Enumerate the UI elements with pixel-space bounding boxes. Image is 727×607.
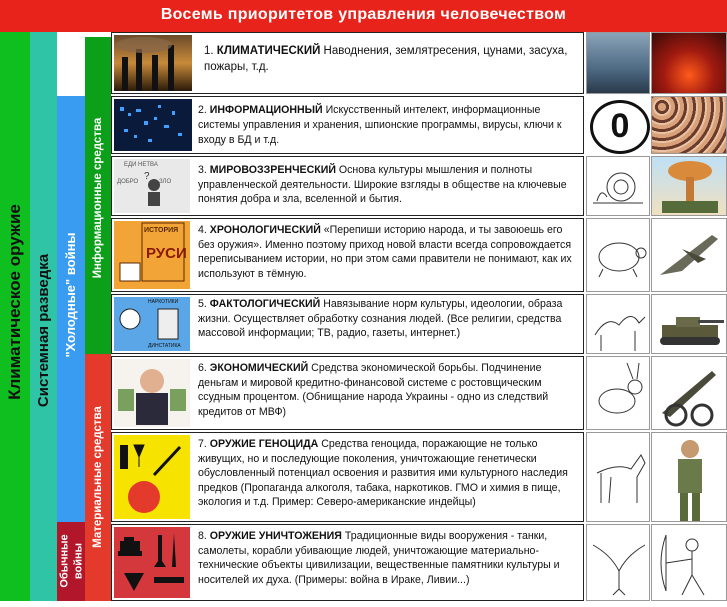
row-2-text xyxy=(198,103,581,148)
row-4-name: ХРОНОЛОГИЧЕСКИЙ xyxy=(209,224,321,236)
info-means-label: Информационные средства xyxy=(92,117,104,279)
row-3-name: МИРОВОЗЗРЕНЧЕСКИЙ xyxy=(209,164,336,176)
conventional-wars-label: Обычные войны xyxy=(58,534,85,588)
worldview-icon-label-b: ДОБРО xyxy=(117,179,139,185)
history-book-icon xyxy=(114,221,190,289)
eagle-sketch-image xyxy=(586,524,650,601)
row-5-desc: Навязывание норм культуры, идеологии, образа жизни. Осуществляет обработку сознания людей. (Все религии, средства массовой информации; ТВ, радио, газеты, интернет.) xyxy=(198,298,563,339)
archer-sketch-image xyxy=(651,524,727,601)
crowd-image xyxy=(651,96,727,154)
row-5-num: 5. xyxy=(198,298,207,310)
horse-sketch-image xyxy=(586,432,650,522)
row-economic xyxy=(111,356,584,430)
row-5-text xyxy=(198,297,581,341)
tank-image xyxy=(651,294,727,354)
row-3-text xyxy=(198,163,581,207)
row-8-name: ОРУЖИЕ УНИЧТОЖЕНИЯ xyxy=(209,530,342,542)
material-means-column xyxy=(85,354,111,601)
soldier-image xyxy=(651,432,727,522)
cold-wars-top-strip xyxy=(57,32,85,96)
cold-wars-column xyxy=(57,96,85,522)
row-6-desc: Средства экономической борьбы. Подчинение деньгам и мировой кредитно-финансовой системе с ростовщическим ссудным процентом. (Обнищание народа Украины - одно из следствий кредитов от МВФ) xyxy=(198,362,549,418)
camel-sketch-image xyxy=(586,294,650,354)
system-intel-label: Системная разведка xyxy=(35,253,52,408)
climate-weapon-column xyxy=(0,32,30,601)
row-factological xyxy=(111,294,584,354)
ideology-icon-label-a: НАРКОТИКИ xyxy=(148,299,179,305)
volcano-image xyxy=(651,32,727,94)
cold-wars-label: "Холодные" войны xyxy=(63,232,78,358)
row-3-num: 3. xyxy=(198,164,207,176)
weapons-icon xyxy=(114,527,190,598)
snail-sketch-image xyxy=(586,156,650,216)
row-6-name: ЭКОНОМИЧЕСКИЙ xyxy=(209,362,309,374)
row-1-text xyxy=(204,43,579,75)
row-6-num: 6. xyxy=(198,362,207,374)
page-title: Восемь приоритетов управления человечеством xyxy=(0,0,727,32)
zero-symbol: 0 xyxy=(590,100,650,154)
row-destruction xyxy=(111,524,584,601)
row-8-desc: Традиционные виды вооружения - танки, самолеты, корабли убивающие людей, уничтожающие материально-технические объекты цивилизации, вещественные памятники культуры и носителей их духа. (Примеры: война в Ираке, Ливии...) xyxy=(198,530,560,586)
genocide-icon xyxy=(114,435,190,519)
row-2-num: 2. xyxy=(198,104,207,116)
ideology-icon-label-b: ДИНСТАТИКА xyxy=(148,343,181,349)
history-book-label-a: ИСТОРИЯ xyxy=(144,227,179,234)
row-1-num: 1. xyxy=(204,45,214,57)
row-informational xyxy=(111,96,584,154)
row-2-name: ИНФОРМАЦИОННЫЙ xyxy=(209,104,323,116)
row-4-text xyxy=(198,223,581,281)
row-4-desc: «Перепиши историю народа, и ты завоюешь его без оружия». Именно поэтому приход новой власти всегда сопровождается переписыванием истории, но при этом сами правители не понимают, как их используют в тёмную. xyxy=(198,224,572,280)
factory-smoke-icon xyxy=(114,35,192,91)
row-2-desc: Искусственный интелект, информационные системы управления и хранения, шпионские программы, вирусы, ключи к входу в БД и т.д. xyxy=(198,104,562,146)
digital-code-icon xyxy=(114,99,192,151)
worldview-icon-label-a: ЕДИ НЕТВА xyxy=(124,162,158,168)
zero-symbol-box xyxy=(586,96,650,156)
artillery-image xyxy=(651,356,727,430)
row-7-name: ОРУЖИЕ ГЕНОЦИДА xyxy=(209,438,319,450)
row-8-num: 8. xyxy=(198,530,207,542)
material-means-label: Материальные средства xyxy=(92,406,104,548)
nuclear-explosion-image xyxy=(651,156,727,216)
row-7-num: 7. xyxy=(198,438,207,450)
row-3-desc: Основа культуры мышления и полноты управленческой деятельности. Широкие взгляды в обществе на ключевые понятия добра и зла, вселенной и бытия. xyxy=(198,164,567,205)
history-book-label-b: РУСИ xyxy=(146,245,187,262)
svg-text:?: ? xyxy=(144,171,150,182)
row-5-name: ФАКТОЛОГИЧЕСКИЙ xyxy=(209,298,321,310)
row-chronological xyxy=(111,218,584,292)
ideology-icon xyxy=(114,297,190,351)
row-4-num: 4. xyxy=(198,224,207,236)
tsunami-image xyxy=(586,32,650,94)
row-worldview xyxy=(111,156,584,216)
row-8-text xyxy=(198,529,581,587)
worldview-icon-label-c: ЗЛО xyxy=(159,179,172,185)
rabbit-sketch-image xyxy=(586,356,650,430)
worldview-icon xyxy=(114,159,190,213)
system-intel-column xyxy=(30,32,57,601)
fighter-jet-image xyxy=(651,218,727,292)
row-climate xyxy=(111,32,584,94)
row-1-desc: Наводнения, землятресения, цунами, засуха, пожары, т.д. xyxy=(204,45,568,73)
row-6-text xyxy=(198,361,581,419)
money-man-icon xyxy=(114,359,190,427)
row-genocide xyxy=(111,432,584,522)
conventional-wars-column xyxy=(57,522,85,601)
climate-weapon-label: Климатическое оружие xyxy=(5,204,24,400)
row-7-text xyxy=(198,437,581,510)
row-1-name: КЛИМАТИЧЕСКИЙ xyxy=(216,45,321,57)
turtle-sketch-image xyxy=(586,218,650,292)
info-means-column xyxy=(85,37,111,354)
row-7-desc: Средства геноцида, поражающие не только живущих, но и последующие поколения, уничтожающие генетически обусловленный потенциал освоения и развития ими культурного наследия предков (Пропаганда алкоголя, табака, наркотиков. ГМО и химия в пище, экология и т.д. Пример: Северо-американские индейцы) xyxy=(198,438,568,508)
